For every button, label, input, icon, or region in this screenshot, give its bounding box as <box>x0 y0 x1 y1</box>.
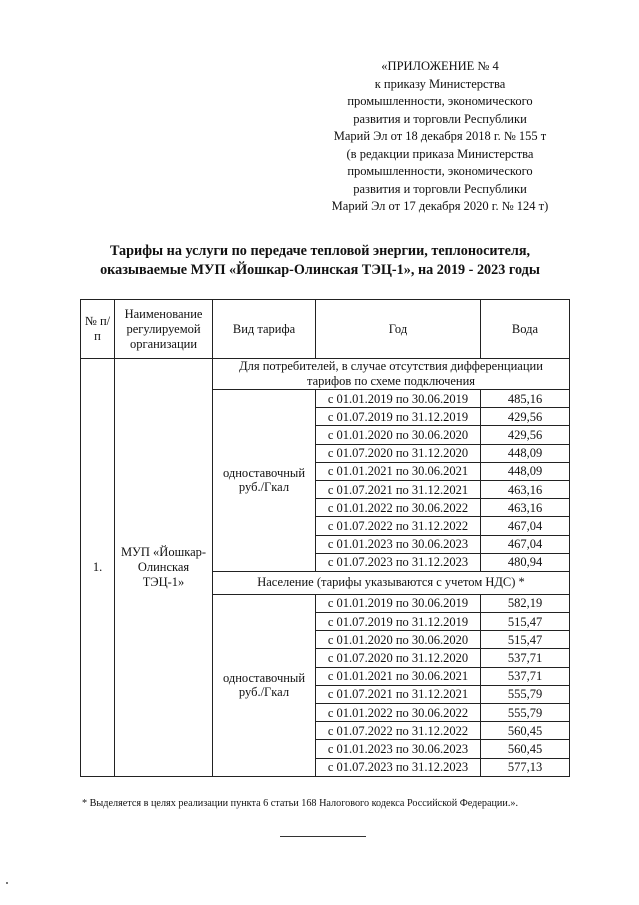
group-row-consumers <box>81 359 570 390</box>
organization-name: МУП «Йошкар-Олинская ТЭЦ-1» <box>115 359 213 777</box>
value-cell: 515,47 <box>481 631 570 649</box>
appendix-line: развития и торговли Республики <box>353 111 527 126</box>
title-line-2: оказываемые МУП «Йошкар-Олинская ТЭЦ-1», на 2019 - 2023 годы <box>100 262 540 278</box>
tariff-table <box>80 299 570 777</box>
value-cell: 485,16 <box>481 390 570 408</box>
header-water: Вода <box>481 300 570 359</box>
period-cell: с 01.01.2022 по 30.06.2022 <box>316 704 481 722</box>
period-cell: с 01.01.2021 по 30.06.2021 <box>316 462 481 480</box>
tariff-type-cell: одноставочный руб./Гкал <box>213 594 316 776</box>
period-cell: с 01.01.2019 по 30.06.2019 <box>316 390 481 408</box>
period-cell: с 01.01.2023 по 30.06.2023 <box>316 535 481 553</box>
period-cell: с 01.01.2019 по 30.06.2019 <box>316 594 481 612</box>
period-cell: с 01.07.2021 по 31.12.2021 <box>316 480 481 498</box>
value-cell: 448,09 <box>481 444 570 462</box>
appendix-line: (в редакции приказа Министерства <box>346 146 534 161</box>
header-tariff-type: Вид тарифа <box>213 300 316 359</box>
appendix-line: «ПРИЛОЖЕНИЕ № 4 <box>381 59 499 73</box>
value-cell: 448,09 <box>481 462 570 480</box>
value-cell: 537,71 <box>481 667 570 685</box>
appendix-line: промышленности, экономического <box>347 94 533 108</box>
group-title: Для потребителей, в случае отсутствия дифференциации тарифов по схеме подключения <box>213 359 570 390</box>
period-cell: с 01.01.2020 по 30.06.2020 <box>316 426 481 444</box>
separator-line <box>280 836 366 837</box>
appendix-line: Марий Эл от 17 декабря 2020 г. № 124 т) <box>331 199 549 213</box>
header-organization: Наименование регулируемой организации <box>115 300 213 359</box>
period-cell: с 01.07.2021 по 31.12.2021 <box>316 685 481 703</box>
group-title: Население (тарифы указываются с учетом НДС) * <box>213 571 570 594</box>
value-cell: 560,45 <box>481 740 570 758</box>
appendix-line: к приказу Министерства <box>374 76 506 91</box>
value-cell: 582,19 <box>481 594 570 612</box>
period-cell: с 01.01.2020 по 30.06.2020 <box>316 631 481 649</box>
scan-speck <box>6 882 8 884</box>
footnote: * Выделяется в целях реализации пункта 6 статьи 168 Налогового кодекса Российской Федерации.». <box>82 798 519 809</box>
period-cell: с 01.07.2020 по 31.12.2020 <box>316 649 481 667</box>
period-cell: с 01.01.2023 по 30.06.2023 <box>316 740 481 758</box>
appendix-line: Марий Эл от 18 декабря 2018 г. № 155 т <box>333 129 547 143</box>
period-cell: с 01.07.2019 по 31.12.2019 <box>316 408 481 426</box>
appendix-line: развития и торговли Республики <box>353 181 527 196</box>
value-cell: 463,16 <box>481 480 570 498</box>
header-year: Год <box>316 300 481 359</box>
header-number: № п/п <box>81 300 115 359</box>
value-cell: 463,16 <box>481 499 570 517</box>
value-cell: 429,56 <box>481 426 570 444</box>
period-cell: с 01.07.2020 по 31.12.2020 <box>316 444 481 462</box>
period-cell: с 01.07.2019 по 31.12.2019 <box>316 613 481 631</box>
value-cell: 555,79 <box>481 685 570 703</box>
value-cell: 429,56 <box>481 408 570 426</box>
period-cell: с 01.01.2022 по 30.06.2022 <box>316 499 481 517</box>
value-cell: 577,13 <box>481 758 570 776</box>
value-cell: 515,47 <box>481 613 570 631</box>
value-cell: 467,04 <box>481 535 570 553</box>
period-cell: с 01.07.2023 по 31.12.2023 <box>316 758 481 776</box>
document-title <box>40 242 600 280</box>
value-cell: 467,04 <box>481 517 570 535</box>
table-header-row <box>81 300 570 359</box>
appendix-header <box>300 58 580 216</box>
appendix-line: промышленности, экономического <box>347 164 533 178</box>
period-cell: с 01.07.2022 по 31.12.2022 <box>316 722 481 740</box>
value-cell: 480,94 <box>481 553 570 571</box>
value-cell: 537,71 <box>481 649 570 667</box>
period-cell: с 01.07.2022 по 31.12.2022 <box>316 517 481 535</box>
tariff-type-cell: одноставочный руб./Гкал <box>213 390 316 572</box>
period-cell: с 01.01.2021 по 30.06.2021 <box>316 667 481 685</box>
period-cell: с 01.07.2023 по 31.12.2023 <box>316 553 481 571</box>
title-line-1: Тарифы на услуги по передаче тепловой энергии, теплоносителя, <box>109 243 531 259</box>
value-cell: 560,45 <box>481 722 570 740</box>
row-number: 1. <box>81 359 115 777</box>
value-cell: 555,79 <box>481 704 570 722</box>
